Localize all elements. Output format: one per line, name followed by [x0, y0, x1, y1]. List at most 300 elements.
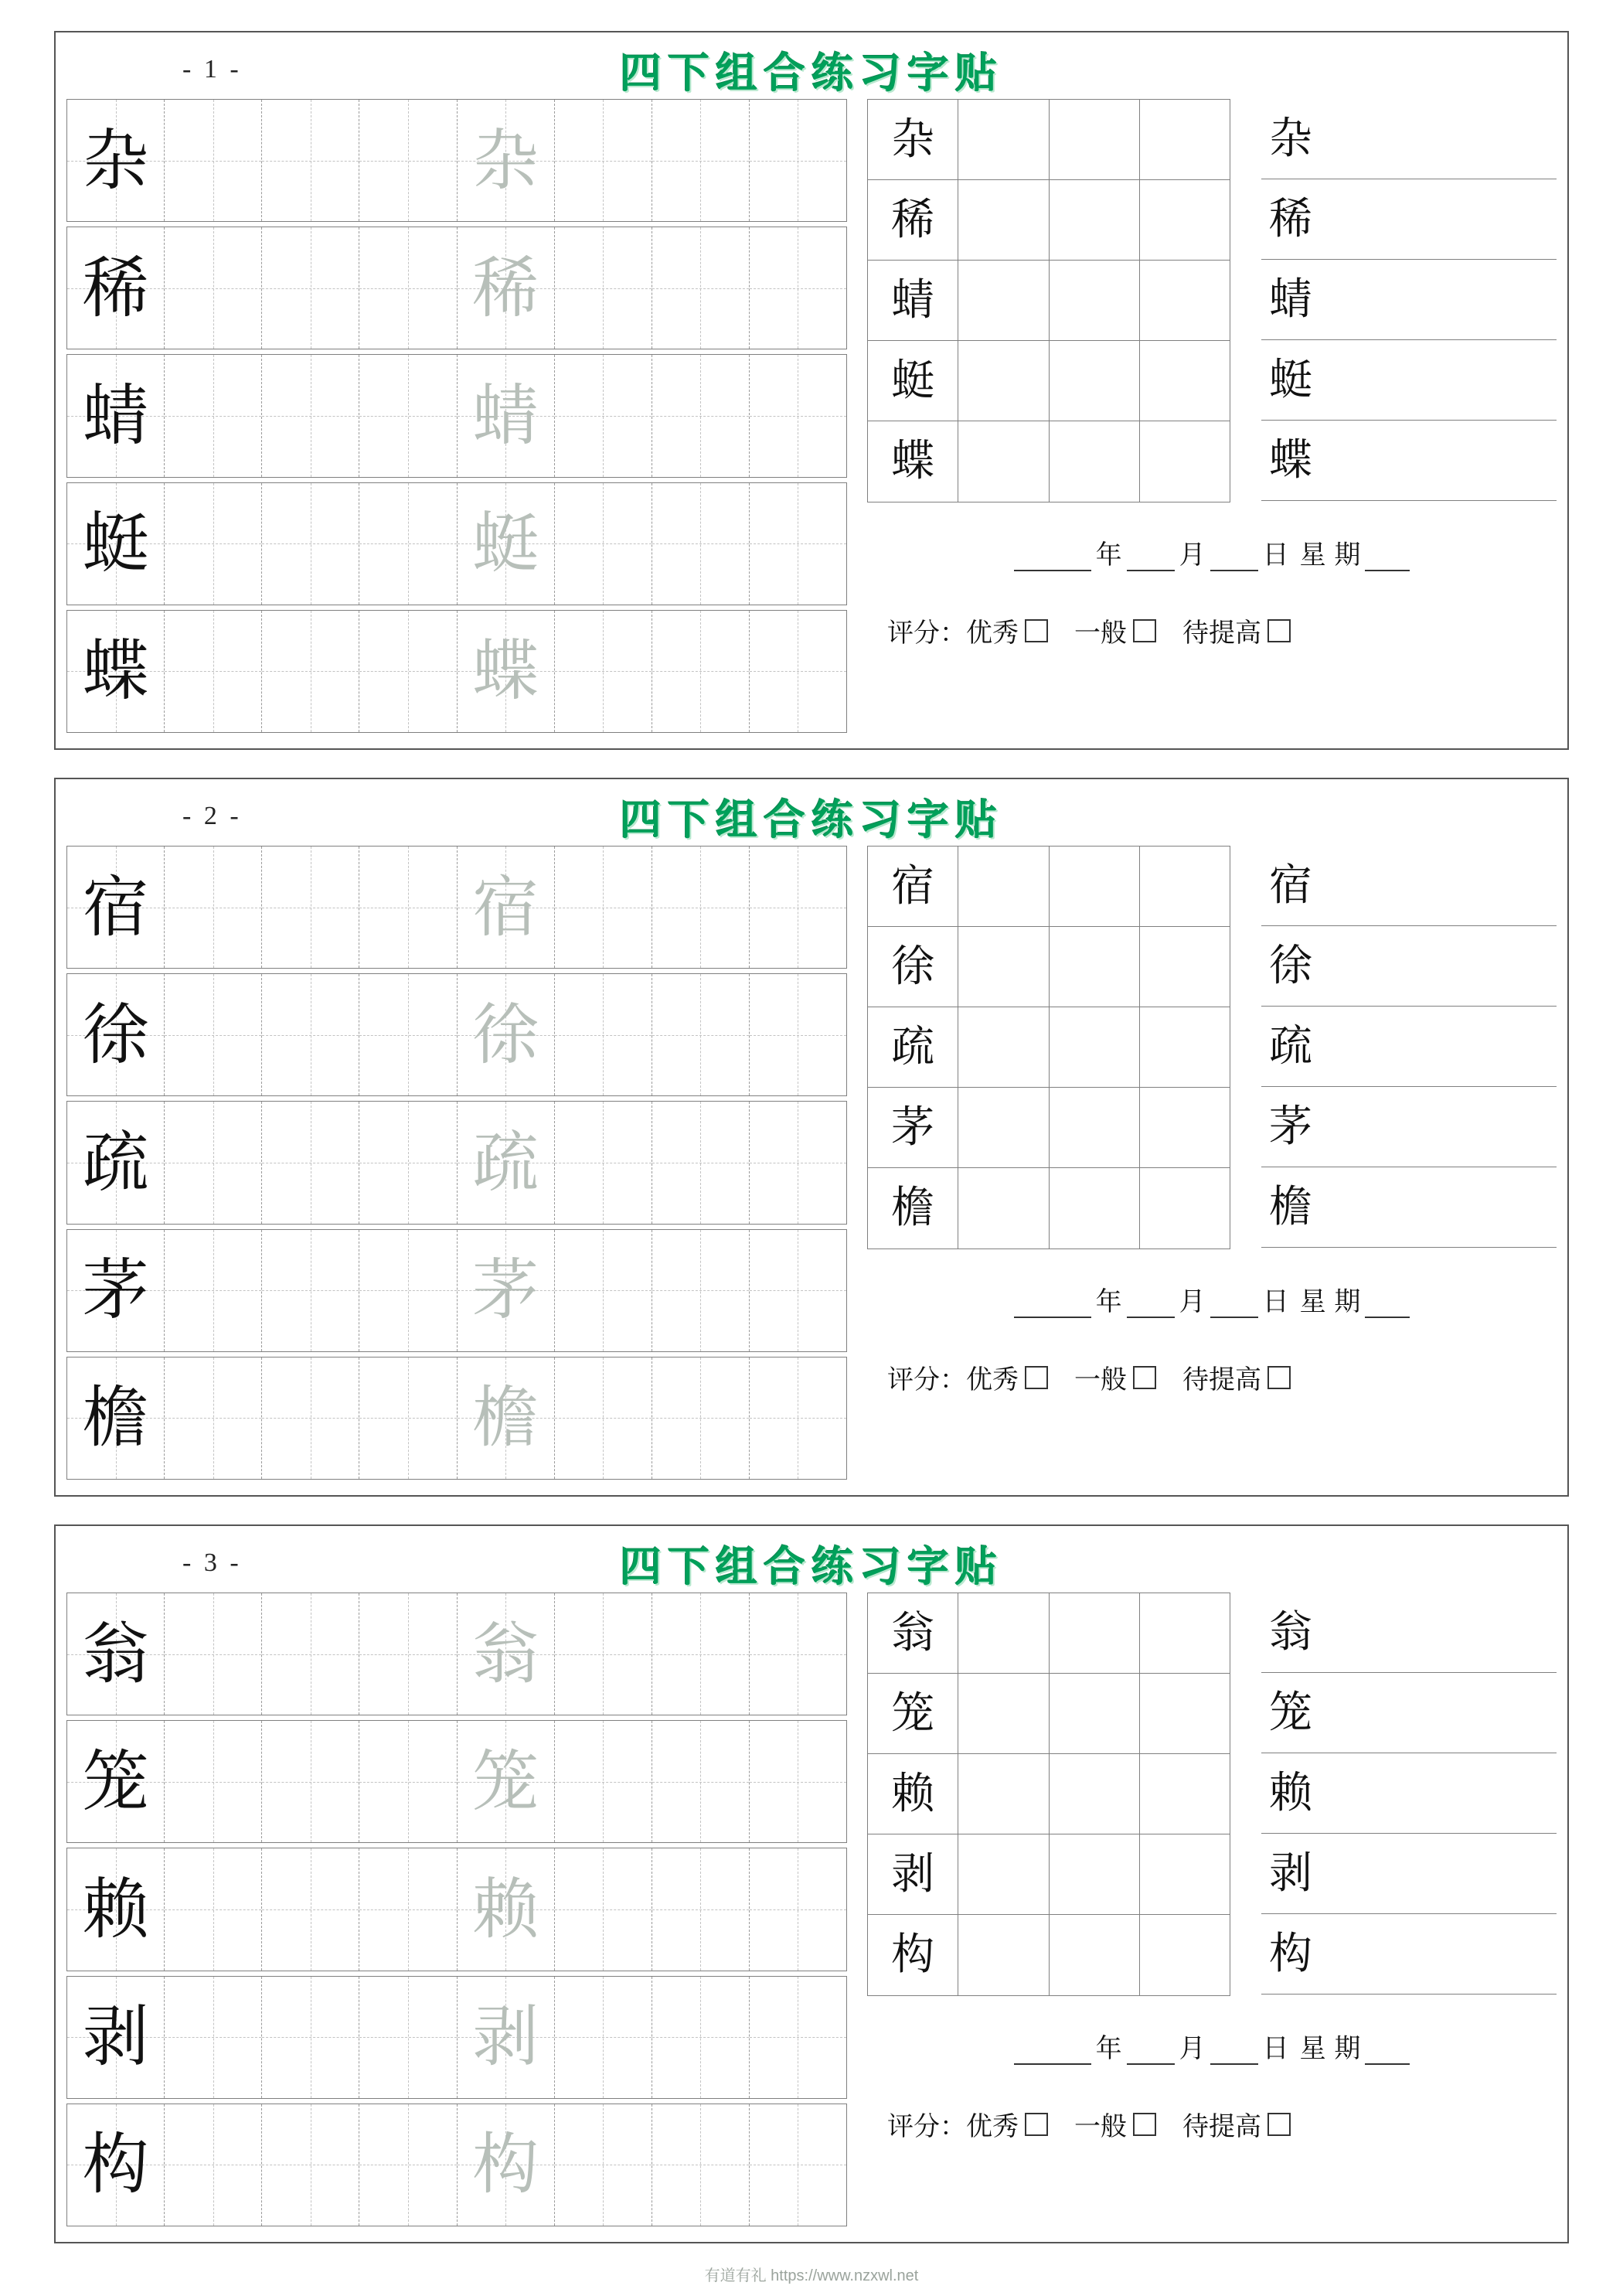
practice-cell[interactable] — [262, 1593, 359, 1715]
page-footer: 有道有礼 https://www.nzxwl.net — [704, 2267, 919, 2284]
practice-cell[interactable] — [262, 974, 359, 1095]
practice-sheet-1 — [54, 31, 1569, 750]
line-row[interactable] — [1261, 1007, 1557, 1087]
practice-cell[interactable] — [359, 1848, 457, 1970]
week-blank[interactable] — [1365, 1317, 1410, 1318]
practice-cell[interactable] — [359, 2104, 457, 2226]
model-character: 赖 — [82, 1871, 149, 1948]
lined-practice-area — [1261, 846, 1557, 1249]
date-week-label: 星 期 — [1299, 1286, 1361, 1317]
small-model-character: 蜓 — [891, 355, 935, 406]
practice-cell[interactable] — [750, 974, 846, 1095]
practice-cell[interactable] — [555, 1721, 652, 1842]
small-model-cell — [868, 261, 958, 340]
trace-character: 宿 — [472, 868, 539, 946]
trace-character: 稀 — [472, 249, 539, 327]
line-model-character: 蝶 — [1269, 434, 1312, 485]
small-row — [868, 421, 1230, 502]
small-model-cell — [868, 927, 958, 1007]
small-practice-cell[interactable] — [1140, 261, 1230, 340]
day-blank[interactable] — [1210, 2063, 1258, 2065]
practice-cell[interactable] — [652, 2104, 750, 2226]
small-model-cell — [868, 1674, 958, 1753]
practice-cell[interactable] — [262, 1358, 359, 1479]
practice-cell[interactable] — [555, 2104, 652, 2226]
checkbox-excellent[interactable] — [1025, 619, 1048, 642]
year-blank[interactable] — [1014, 570, 1091, 571]
date-year-label: 年 — [1095, 2033, 1122, 2064]
tracing-row — [66, 354, 847, 477]
small-model-character: 剥 — [891, 1848, 935, 1899]
small-practice-cell[interactable] — [1140, 1674, 1230, 1753]
small-practice-cell[interactable] — [1140, 1088, 1230, 1167]
practice-cell[interactable] — [165, 1593, 262, 1715]
practice-cell[interactable] — [652, 483, 750, 605]
year-blank[interactable] — [1014, 1317, 1091, 1318]
small-row — [868, 100, 1230, 180]
practice-cell[interactable] — [555, 847, 652, 968]
checkbox-average[interactable] — [1133, 2113, 1156, 2136]
practice-cell[interactable] — [750, 227, 846, 349]
trace-character-cell[interactable] — [458, 1358, 555, 1479]
practice-cell[interactable] — [262, 100, 359, 221]
practice-cell[interactable] — [262, 355, 359, 476]
practice-cell[interactable] — [359, 100, 457, 221]
practice-cell[interactable] — [652, 1593, 750, 1715]
practice-cell[interactable] — [165, 1721, 262, 1842]
small-model-cell — [868, 100, 958, 179]
model-character: 蜻 — [82, 377, 149, 455]
practice-cell[interactable] — [262, 227, 359, 349]
practice-cell[interactable] — [359, 355, 457, 476]
small-practice-cell[interactable] — [1050, 100, 1140, 179]
line-row[interactable] — [1261, 1673, 1557, 1753]
model-character-cell — [67, 100, 165, 221]
trace-character-cell[interactable] — [458, 100, 555, 221]
score-option-excellent[interactable] — [966, 1358, 1048, 1396]
week-blank[interactable] — [1365, 2063, 1410, 2065]
practice-cell[interactable] — [359, 974, 457, 1095]
practice-cell[interactable] — [165, 483, 262, 605]
tracing-row — [66, 2104, 847, 2226]
score-option-average[interactable] — [1074, 611, 1156, 649]
practice-cell[interactable] — [555, 1593, 652, 1715]
practice-cell[interactable] — [750, 2104, 846, 2226]
small-practice-cell[interactable] — [1140, 100, 1230, 179]
model-character-cell — [67, 1230, 165, 1351]
practice-cell[interactable] — [750, 1593, 846, 1715]
small-practice-cell[interactable] — [958, 1674, 1049, 1753]
small-model-cell — [868, 1168, 958, 1248]
week-blank[interactable] — [1365, 570, 1410, 571]
practice-cell[interactable] — [555, 1977, 652, 2098]
line-row[interactable] — [1261, 421, 1557, 501]
model-character-cell — [67, 1977, 165, 2098]
checkbox-improve[interactable] — [1267, 1366, 1291, 1389]
practice-cell[interactable] — [359, 1102, 457, 1223]
day-blank[interactable] — [1210, 570, 1258, 571]
practice-cell[interactable] — [359, 611, 457, 732]
line-row[interactable] — [1261, 926, 1557, 1007]
small-model-cell — [868, 1007, 958, 1087]
tracing-row — [66, 1976, 847, 2099]
line-row[interactable] — [1261, 179, 1557, 260]
small-practice-cell[interactable] — [958, 180, 1049, 260]
practice-cell[interactable] — [750, 100, 846, 221]
small-practice-cell[interactable] — [1050, 1168, 1140, 1248]
small-row — [868, 1168, 1230, 1248]
trace-character-cell[interactable] — [458, 974, 555, 1095]
model-character: 疏 — [82, 1124, 149, 1201]
right-panel — [867, 846, 1557, 1480]
practice-cell[interactable] — [165, 355, 262, 476]
practice-cell[interactable] — [652, 355, 750, 476]
small-model-cell — [868, 1834, 958, 1914]
small-practice-cell[interactable] — [958, 341, 1049, 421]
trace-character-cell[interactable] — [458, 1721, 555, 1842]
small-practice-cell[interactable] — [958, 261, 1049, 340]
small-practice-cell[interactable] — [1050, 1834, 1140, 1914]
small-model-character: 徐 — [891, 941, 935, 992]
small-row — [868, 1674, 1230, 1754]
checkbox-excellent[interactable] — [1025, 2113, 1048, 2136]
practice-cell[interactable] — [359, 227, 457, 349]
sheet-header — [66, 1534, 1557, 1593]
small-practice-area — [867, 846, 1557, 1249]
practice-cell[interactable] — [359, 847, 457, 968]
practice-cell[interactable] — [165, 1848, 262, 1970]
tracing-grid — [66, 846, 847, 1480]
small-practice-cell[interactable] — [1050, 1754, 1140, 1834]
score-option-average[interactable] — [1074, 1358, 1156, 1396]
lined-practice-area — [1261, 99, 1557, 502]
model-character-cell — [67, 483, 165, 605]
model-character: 笼 — [82, 1742, 149, 1821]
small-model-cell — [868, 1088, 958, 1167]
practice-cell[interactable] — [555, 1358, 652, 1479]
practice-cell[interactable] — [750, 1977, 846, 2098]
line-row[interactable] — [1261, 99, 1557, 179]
trace-character: 檐 — [472, 1379, 539, 1457]
line-model-character: 稀 — [1269, 193, 1312, 244]
practice-cell[interactable] — [262, 847, 359, 968]
practice-cell[interactable] — [359, 1977, 457, 2098]
line-row[interactable] — [1261, 340, 1557, 421]
small-practice-cell[interactable] — [1140, 421, 1230, 502]
score-option-improve[interactable] — [1182, 611, 1291, 649]
small-practice-cell[interactable] — [1050, 1088, 1140, 1167]
practice-cell[interactable] — [262, 1102, 359, 1223]
small-row — [868, 847, 1230, 927]
small-practice-cell[interactable] — [958, 421, 1049, 502]
model-character: 翁 — [82, 1615, 149, 1693]
score-excellent-label: 优秀 — [966, 2111, 1019, 2142]
practice-cell[interactable] — [750, 1721, 846, 1842]
small-practice-cell[interactable] — [1140, 180, 1230, 260]
practice-cell[interactable] — [750, 483, 846, 605]
model-character-cell — [67, 1102, 165, 1223]
practice-cell[interactable] — [359, 1593, 457, 1715]
small-practice-cell[interactable] — [958, 1593, 1049, 1673]
score-average-label: 一般 — [1074, 618, 1127, 649]
small-practice-cell[interactable] — [958, 1168, 1049, 1248]
practice-cell[interactable] — [359, 483, 457, 605]
trace-character-cell[interactable] — [458, 227, 555, 349]
small-practice-cell[interactable] — [958, 927, 1049, 1007]
small-practice-cell[interactable] — [1050, 180, 1140, 260]
practice-cell[interactable] — [165, 227, 262, 349]
checkbox-improve[interactable] — [1267, 2113, 1291, 2136]
small-practice-cell[interactable] — [1140, 927, 1230, 1007]
practice-cell[interactable] — [359, 1721, 457, 1842]
small-model-character: 蜻 — [891, 274, 935, 325]
tracing-row — [66, 846, 847, 969]
line-row[interactable] — [1261, 1834, 1557, 1914]
score-average-label: 一般 — [1074, 2111, 1127, 2142]
practice-cell[interactable] — [750, 847, 846, 968]
practice-cell[interactable] — [165, 100, 262, 221]
practice-cell[interactable] — [750, 1230, 846, 1351]
practice-cell[interactable] — [555, 974, 652, 1095]
score-option-excellent[interactable] — [966, 2105, 1048, 2143]
practice-cell[interactable] — [262, 1721, 359, 1842]
small-row — [868, 927, 1230, 1007]
trace-character-cell[interactable] — [458, 611, 555, 732]
model-character: 剥 — [82, 1998, 149, 2076]
practice-cell[interactable] — [652, 1230, 750, 1351]
model-character: 蝶 — [82, 632, 149, 710]
score-option-excellent[interactable] — [966, 611, 1048, 649]
small-practice-cell[interactable] — [958, 100, 1049, 179]
line-row[interactable] — [1261, 1914, 1557, 1995]
practice-cell[interactable] — [555, 1848, 652, 1970]
checkbox-average[interactable] — [1133, 619, 1156, 642]
date-day-label: 日 — [1262, 2033, 1289, 2064]
practice-cell[interactable] — [652, 1977, 750, 2098]
date-month-label: 月 — [1179, 540, 1206, 571]
tracing-row — [66, 1848, 847, 1971]
small-model-character: 稀 — [891, 194, 935, 245]
practice-cell[interactable] — [750, 611, 846, 732]
small-practice-cell[interactable] — [958, 1754, 1049, 1834]
line-row[interactable] — [1261, 1593, 1557, 1673]
day-blank[interactable] — [1210, 1317, 1258, 1318]
trace-character-cell[interactable] — [458, 1977, 555, 2098]
small-practice-cell[interactable] — [958, 847, 1049, 926]
practice-cell[interactable] — [750, 1848, 846, 1970]
trace-character: 构 — [472, 2126, 539, 2204]
trace-character: 蜓 — [472, 505, 539, 583]
practice-cell[interactable] — [652, 611, 750, 732]
model-character: 杂 — [82, 121, 149, 199]
small-practice-area — [867, 1593, 1557, 1996]
tracing-row — [66, 973, 847, 1096]
score-line — [867, 611, 1557, 649]
model-character: 稀 — [82, 249, 149, 327]
date-line — [867, 533, 1557, 571]
line-model-character: 蜻 — [1269, 274, 1312, 325]
small-row — [868, 180, 1230, 261]
tracing-row — [66, 227, 847, 349]
date-year-label: 年 — [1095, 540, 1122, 571]
practice-cell[interactable] — [555, 227, 652, 349]
small-practice-cell[interactable] — [1050, 341, 1140, 421]
trace-character: 茅 — [472, 1252, 539, 1330]
small-model-character: 蝶 — [891, 436, 935, 486]
page-number: - 1 - — [182, 55, 242, 83]
practice-cell[interactable] — [750, 1358, 846, 1479]
trace-character-cell[interactable] — [458, 1593, 555, 1715]
small-practice-cell[interactable] — [1140, 1915, 1230, 1995]
practice-cell[interactable] — [750, 1102, 846, 1223]
date-day-label: 日 — [1262, 540, 1289, 571]
month-blank[interactable] — [1127, 1317, 1175, 1318]
line-row[interactable] — [1261, 1167, 1557, 1248]
tracing-row — [66, 1357, 847, 1480]
line-model-character: 剥 — [1269, 1848, 1312, 1899]
practice-cell[interactable] — [165, 1230, 262, 1351]
trace-character-cell[interactable] — [458, 355, 555, 476]
small-practice-cell[interactable] — [1140, 1593, 1230, 1673]
sheet-body — [66, 99, 1557, 733]
small-practice-cell[interactable] — [1140, 341, 1230, 421]
practice-cell[interactable] — [652, 1102, 750, 1223]
small-practice-cell[interactable] — [958, 1834, 1049, 1914]
practice-cell[interactable] — [555, 1102, 652, 1223]
small-model-cell — [868, 180, 958, 260]
model-character-cell — [67, 1721, 165, 1842]
practice-cell[interactable] — [359, 1358, 457, 1479]
practice-cell[interactable] — [165, 611, 262, 732]
score-improve-label: 待提高 — [1182, 1364, 1261, 1395]
practice-cell[interactable] — [165, 2104, 262, 2226]
practice-cell[interactable] — [652, 1721, 750, 1842]
practice-cell[interactable] — [262, 2104, 359, 2226]
trace-character: 杂 — [472, 121, 539, 199]
trace-character-cell[interactable] — [458, 847, 555, 968]
line-model-character: 茅 — [1269, 1101, 1312, 1152]
trace-character-cell[interactable] — [458, 2104, 555, 2226]
score-option-improve[interactable] — [1182, 2105, 1291, 2143]
small-practice-cell[interactable] — [1050, 847, 1140, 926]
practice-sheet-2 — [54, 778, 1569, 1497]
small-practice-cell[interactable] — [958, 1915, 1049, 1995]
practice-cell[interactable] — [262, 483, 359, 605]
line-row[interactable] — [1261, 260, 1557, 340]
checkbox-average[interactable] — [1133, 1366, 1156, 1389]
practice-cell[interactable] — [165, 1102, 262, 1223]
practice-cell[interactable] — [165, 847, 262, 968]
small-practice-cell[interactable] — [1050, 1674, 1140, 1753]
small-practice-cell[interactable] — [1140, 847, 1230, 926]
score-option-average[interactable] — [1074, 2105, 1156, 2143]
small-practice-cell[interactable] — [1140, 1754, 1230, 1834]
sheet-body — [66, 846, 1557, 1480]
line-row[interactable] — [1261, 1087, 1557, 1167]
practice-cell[interactable] — [262, 1848, 359, 1970]
practice-cell[interactable] — [652, 1848, 750, 1970]
model-character-cell — [67, 2104, 165, 2226]
month-blank[interactable] — [1127, 570, 1175, 571]
small-row — [868, 1007, 1230, 1088]
practice-cell[interactable] — [359, 1230, 457, 1351]
practice-cell[interactable] — [165, 974, 262, 1095]
practice-cell[interactable] — [555, 100, 652, 221]
small-model-cell — [868, 847, 958, 926]
trace-character: 笼 — [472, 1742, 539, 1821]
score-prefix-label: 评分： — [887, 2111, 966, 2142]
small-row — [868, 261, 1230, 341]
tracing-row — [66, 99, 847, 222]
small-practice-cell[interactable] — [1050, 261, 1140, 340]
practice-cell[interactable] — [750, 355, 846, 476]
practice-cell[interactable] — [652, 227, 750, 349]
line-model-character: 蜓 — [1269, 354, 1312, 405]
score-improve-label: 待提高 — [1182, 2111, 1261, 2142]
score-excellent-label: 优秀 — [966, 1364, 1019, 1395]
date-week-label: 星 期 — [1299, 540, 1361, 571]
practice-cell[interactable] — [555, 355, 652, 476]
practice-cell[interactable] — [555, 611, 652, 732]
model-character-cell — [67, 847, 165, 968]
practice-cell[interactable] — [652, 100, 750, 221]
practice-cell[interactable] — [555, 1230, 652, 1351]
page-number: - 2 - — [182, 802, 242, 830]
practice-cell[interactable] — [165, 1358, 262, 1479]
line-row[interactable] — [1261, 1753, 1557, 1834]
practice-cell[interactable] — [652, 1358, 750, 1479]
date-week-label: 星 期 — [1299, 2033, 1361, 2064]
sheet-body — [66, 1593, 1557, 2226]
small-practice-cell[interactable] — [1050, 1593, 1140, 1673]
model-character: 蜓 — [82, 505, 149, 583]
small-grid — [867, 1593, 1230, 1996]
practice-cell[interactable] — [262, 1977, 359, 2098]
practice-cell[interactable] — [262, 611, 359, 732]
trace-character-cell[interactable] — [458, 483, 555, 605]
year-blank[interactable] — [1014, 2063, 1091, 2065]
small-practice-cell[interactable] — [1050, 421, 1140, 502]
score-prefix-label: 评分： — [887, 618, 966, 649]
tracing-row — [66, 1101, 847, 1224]
checkbox-excellent[interactable] — [1025, 1366, 1048, 1389]
small-practice-cell[interactable] — [958, 1088, 1049, 1167]
trace-character-cell[interactable] — [458, 1230, 555, 1351]
practice-cell[interactable] — [652, 847, 750, 968]
small-practice-cell[interactable] — [1050, 927, 1140, 1007]
model-character-cell — [67, 227, 165, 349]
month-blank[interactable] — [1127, 2063, 1175, 2065]
small-practice-cell[interactable] — [1050, 1007, 1140, 1087]
trace-character-cell[interactable] — [458, 1102, 555, 1223]
score-option-improve[interactable] — [1182, 1358, 1291, 1396]
checkbox-improve[interactable] — [1267, 619, 1291, 642]
line-row[interactable] — [1261, 846, 1557, 926]
trace-character-cell[interactable] — [458, 1848, 555, 1970]
practice-cell[interactable] — [652, 974, 750, 1095]
trace-character: 赖 — [472, 1871, 539, 1948]
small-practice-cell[interactable] — [1140, 1834, 1230, 1914]
trace-character: 蜻 — [472, 377, 539, 455]
small-practice-cell[interactable] — [1140, 1168, 1230, 1248]
practice-cell[interactable] — [262, 1230, 359, 1351]
practice-cell[interactable] — [165, 1977, 262, 2098]
small-practice-cell[interactable] — [1140, 1007, 1230, 1087]
small-practice-cell[interactable] — [1050, 1915, 1140, 1995]
tracing-grid — [66, 99, 847, 733]
small-practice-cell[interactable] — [958, 1007, 1049, 1087]
practice-cell[interactable] — [555, 483, 652, 605]
